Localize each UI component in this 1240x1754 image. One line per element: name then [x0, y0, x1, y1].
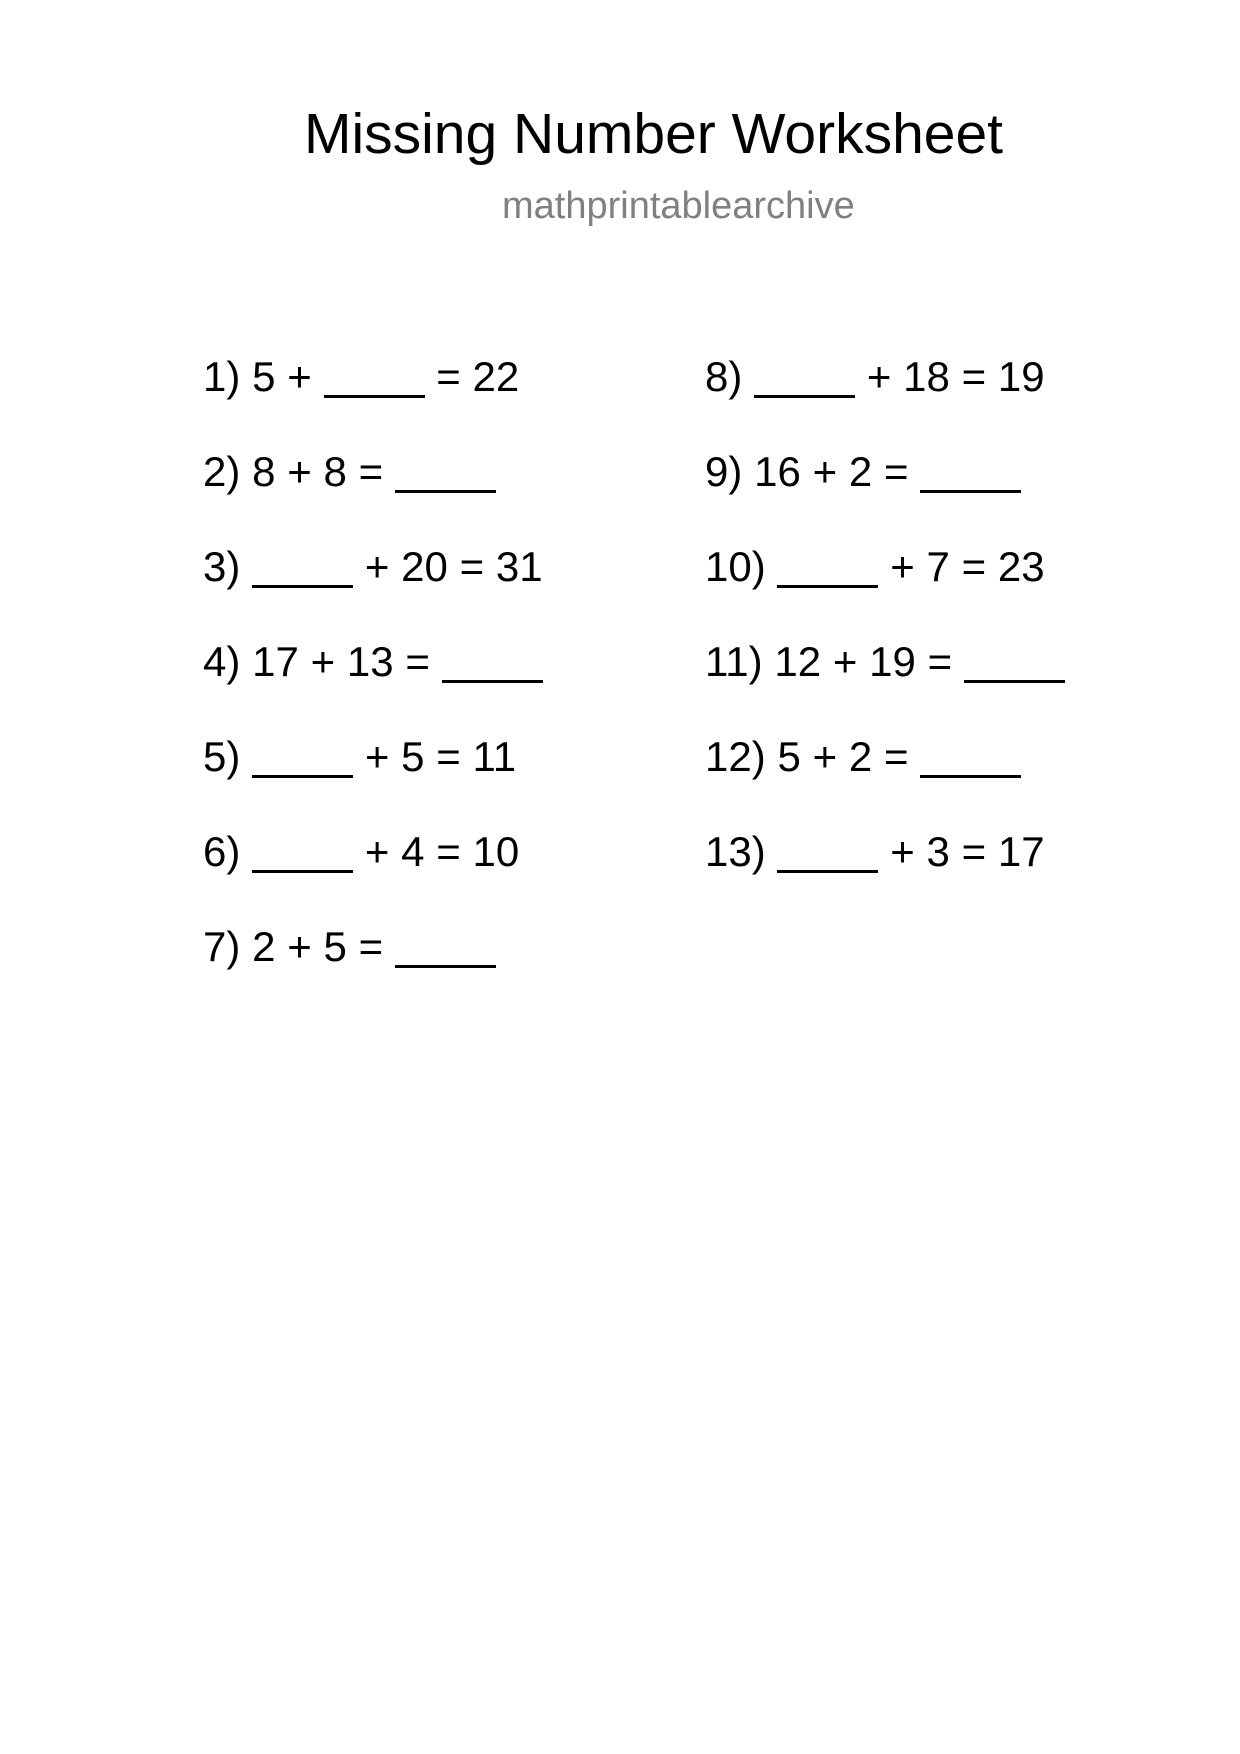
problem-12: [705, 733, 1021, 781]
equals-sign: =: [436, 353, 461, 400]
problem-number: 13): [705, 828, 766, 875]
equals-sign: =: [883, 733, 909, 780]
plus-sign: +: [364, 543, 390, 590]
answer-blank[interactable]: [442, 679, 543, 683]
equals-sign: =: [961, 353, 987, 400]
worksheet-title: Missing Number Worksheet: [304, 102, 1004, 166]
equals-sign: =: [459, 543, 485, 590]
problem-8: [705, 353, 1045, 401]
problem-number: 3): [203, 543, 241, 590]
plus-sign: +: [287, 353, 312, 400]
problem-number: 2): [203, 448, 241, 495]
problem-11: [705, 638, 1065, 686]
problem-number: 7): [203, 923, 241, 970]
equals-sign: =: [436, 733, 461, 780]
operand: 19: [997, 353, 1045, 400]
operand: 16: [754, 448, 801, 495]
operand: 13: [346, 638, 394, 685]
operand: 31: [495, 543, 543, 590]
operand: 17: [252, 638, 299, 685]
problem-2: [203, 448, 496, 496]
operand: 11: [472, 733, 517, 780]
answer-blank[interactable]: [252, 584, 353, 588]
plus-sign: +: [866, 353, 892, 400]
plus-sign: +: [310, 638, 336, 685]
problem-4: [203, 638, 543, 686]
operand: 2: [848, 733, 873, 780]
answer-blank[interactable]: [777, 869, 878, 873]
equals-sign: =: [961, 828, 987, 875]
problem-1: [203, 353, 519, 401]
operand: 8: [323, 448, 347, 495]
problem-number: 10): [705, 543, 766, 590]
plus-sign: +: [812, 733, 838, 780]
plus-sign: +: [812, 448, 838, 495]
operand: 18: [903, 353, 950, 400]
problem-number: 4): [203, 638, 241, 685]
answer-blank[interactable]: [754, 394, 855, 398]
answer-blank[interactable]: [920, 774, 1021, 778]
operand: 2: [848, 448, 873, 495]
problem-number: 11): [705, 638, 763, 685]
operand: 5: [401, 733, 425, 780]
problem-7: [203, 923, 496, 971]
problem-6: [203, 828, 519, 876]
answer-blank[interactable]: [920, 489, 1021, 493]
problem-number: 8): [705, 353, 743, 400]
equals-sign: =: [883, 448, 909, 495]
problem-13: [705, 828, 1045, 876]
operand: 10: [472, 828, 520, 875]
operand: 22: [472, 353, 520, 400]
answer-blank[interactable]: [777, 584, 878, 588]
operand: 5: [323, 923, 347, 970]
operand: 20: [401, 543, 448, 590]
operand: 5: [777, 733, 801, 780]
operand: 2: [252, 923, 276, 970]
answer-blank[interactable]: [395, 964, 496, 968]
operand: 7: [926, 543, 950, 590]
plus-sign: +: [287, 923, 312, 970]
answer-blank[interactable]: [252, 774, 353, 778]
answer-blank[interactable]: [252, 869, 353, 873]
equals-sign: =: [358, 448, 384, 495]
problem-number: 12): [705, 733, 766, 780]
plus-sign: +: [364, 828, 390, 875]
problem-number: 5): [203, 733, 241, 780]
equals-sign: =: [405, 638, 430, 685]
operand: 12: [774, 638, 822, 685]
plus-sign: +: [364, 733, 390, 780]
problem-number: 1): [203, 353, 241, 400]
plus-sign: +: [287, 448, 312, 495]
problem-number: 6): [203, 828, 241, 875]
answer-blank[interactable]: [395, 489, 496, 493]
equals-sign: =: [961, 543, 987, 590]
operand: 17: [997, 828, 1045, 875]
equals-sign: =: [358, 923, 384, 970]
problem-9: [705, 448, 1021, 496]
plus-sign: +: [890, 828, 915, 875]
equals-sign: =: [927, 638, 953, 685]
problem-5: [203, 733, 516, 781]
plus-sign: +: [890, 543, 915, 590]
answer-blank[interactable]: [324, 394, 425, 398]
problem-3: [203, 543, 543, 591]
operand: 5: [252, 353, 276, 400]
operand: 23: [997, 543, 1045, 590]
operand: 3: [926, 828, 950, 875]
equals-sign: =: [436, 828, 461, 875]
problem-number: 9): [705, 448, 743, 495]
operand: 4: [401, 828, 425, 875]
operand: 8: [252, 448, 276, 495]
operand: 19: [869, 638, 916, 685]
problem-10: [705, 543, 1045, 591]
answer-blank[interactable]: [964, 679, 1065, 683]
worksheet-source: mathprintablearchive: [502, 185, 855, 227]
plus-sign: +: [832, 638, 858, 685]
